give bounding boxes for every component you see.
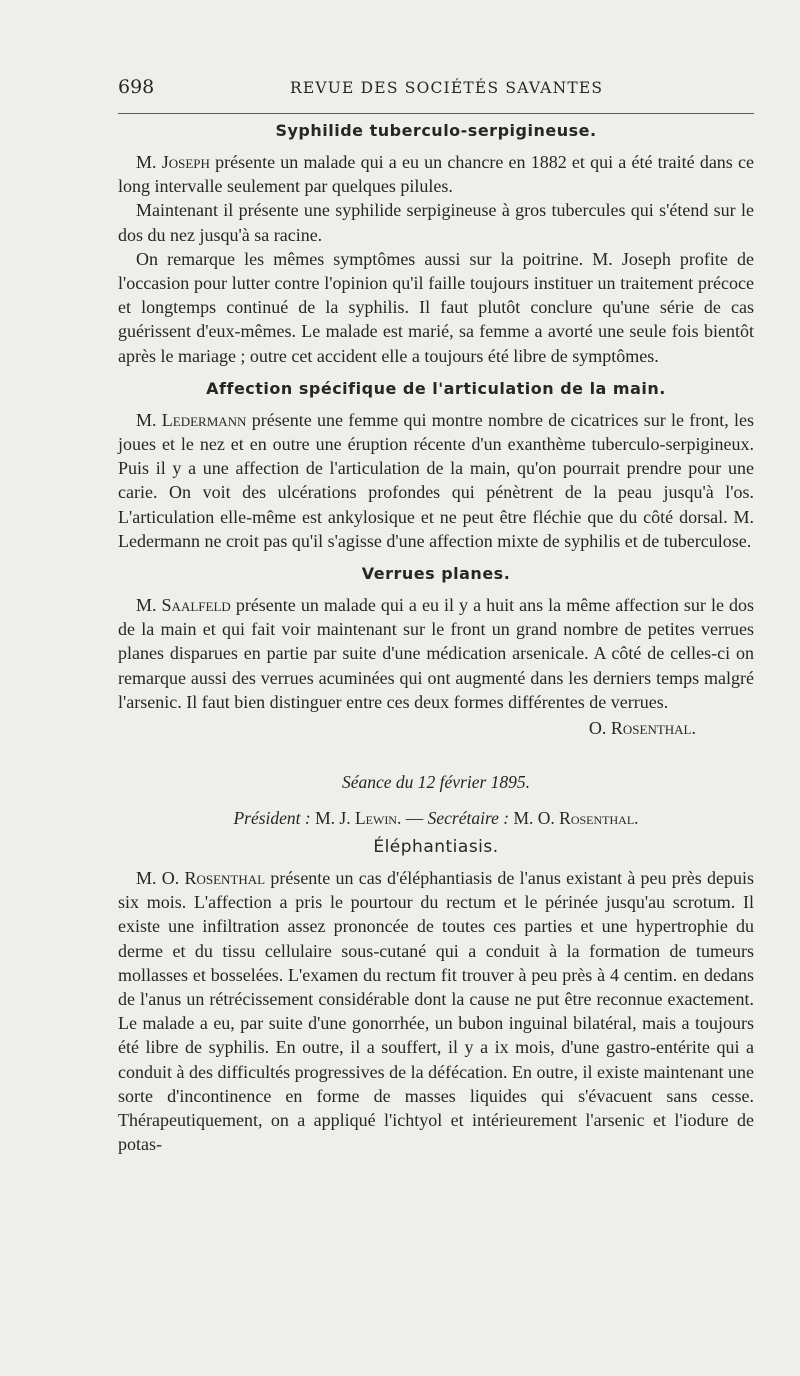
section-title-verrues: Verrues planes. xyxy=(361,564,511,584)
author-name: Ledermann xyxy=(161,409,247,430)
president-label: Président : xyxy=(233,808,311,829)
paragraph-prefix: M. xyxy=(136,595,162,616)
paragraph xyxy=(118,593,754,714)
session-officers xyxy=(118,806,754,830)
signature-name: Rosenthal. xyxy=(610,718,696,739)
paragraph-prefix: M. xyxy=(136,409,162,430)
author-name: Joseph xyxy=(161,152,210,172)
page-number: 698 xyxy=(118,76,155,98)
paragraph-text: présente un cas d'éléphantiasis de l'anus existant à peu près depuis six mois. L'affection a pris le pourtour du rectum et le périnée jusqu'au scrotum. Il existe une infiltration assez prononcée de toutes ces parties et une hypertrophie du derme et du tissu cellulaire sous-cutané qui a conduit à la formation de tumeurs mollasses et bosselées. L'examen du rectum fit trouver à peu près à 4 centim. en dedans de l'anus un rétrécissement considérable dont la cause ne put être reconnue exactement. Le malade a eu, par suite d'une gonorrhée, un bubon inguinal bilatéral, mais a toujours été libre de syphilis. En outre, il a souffert, il y a ix mois, d'une gastro-entérite qui a conduit à des difficultés progressives de la défécation. En outre, il existe maintenant une sorte d'incontinence en forme de masses liquides qui s'évacuent sans cesse. Thérapeutiquement, on a appliqué l'ichtyol et intérieurement l'arsenic et l'iodure de potas- xyxy=(118,868,754,1155)
signature-initial: O. xyxy=(588,718,611,739)
journal-title: REVUE DES SOCIÉTÉS SAVANTES xyxy=(290,79,604,97)
header-rule xyxy=(118,113,754,114)
author-name: Saalfeld xyxy=(161,595,231,616)
secretary-label: Secrétaire : xyxy=(427,808,510,829)
author-name: Rosenthal xyxy=(184,868,266,889)
president-name-prefix: M. J. xyxy=(310,808,355,829)
body-text xyxy=(118,120,754,1157)
paragraph-text: présente un malade qui a eu un chancre en 1882 et qui a été traité dans ce long intervalle seulement par quelques pilules. xyxy=(118,152,754,197)
officers-separator: . — xyxy=(396,808,428,829)
paragraph: On remarque les mêmes symptômes aussi sur la poitrine. M. Joseph profite de l'occasion pour lutter contre l'opinion qu'il faille toujours instituer un traitement précoce et longtemps continué de la syphilis. Il faut plutôt conclure qu'une série de cas guérissent d'eux-mêmes. Le malade est marié, sa femme a avorté une seule fois bientôt après le mariage ; outre cet accident elle a toujours été libre de symptômes. xyxy=(118,248,754,366)
paragraph-prefix: M. O. xyxy=(136,868,185,889)
secretary-name: Rosenthal. xyxy=(559,808,639,829)
secretary-name-prefix: M. O. xyxy=(509,808,560,829)
paragraph-text: présente une femme qui montre nombre de cicatrices sur le front, les joues et le nez et en outre une éruption récente d'un exanthème tuberculo-serpigineux. Puis il y a une affection de l'articulation de la main, qu'on pourrait prendre pour une carie. On voit des ulcérations profondes qui pénètrent de la peau jusqu'à l'os. L'articulation elle-même est ankylosique et ne peut être fléchie que du côté dorsal. M. Ledermann ne croit pas qu'il s'agisse d'une affection mixte de syphilis et de tuberculose. xyxy=(118,409,754,551)
paragraph xyxy=(118,866,754,1156)
paragraph xyxy=(118,408,754,553)
paragraph xyxy=(118,150,754,198)
signature xyxy=(118,716,696,740)
paragraph-prefix: M. xyxy=(136,152,162,172)
paragraph-text: présente un malade qui a eu il y a huit ans la même affection sur le dos de la main et qui fait voir maintenant sur le front un grand nombre de petites verrues planes disparues en partie par suite d'une médication arsenicale. A côté de celles-ci on remarque aussi des verrues acuminées qui ont augmenté dans les derniers temps malgré l'arsenic. Il faut bien distinguer entre ces deux formes différentes de verrues. xyxy=(118,595,754,712)
section-title-affection: Affection spécifique de l'articulation de la main. xyxy=(206,378,666,398)
president-name: Lewin xyxy=(354,808,397,829)
paragraph: Maintenant il présente une syphilide serpigineuse à gros tubercules qui s'étend sur le dos du nez jusqu'à sa racine. xyxy=(118,200,754,245)
section-title-syphilide: Syphilide tuberculo-serpigineuse. xyxy=(275,121,597,140)
section-title-elephantiasis: Éléphantiasis. xyxy=(373,837,499,858)
session-date: Séance du 12 février 1895. xyxy=(341,772,531,793)
